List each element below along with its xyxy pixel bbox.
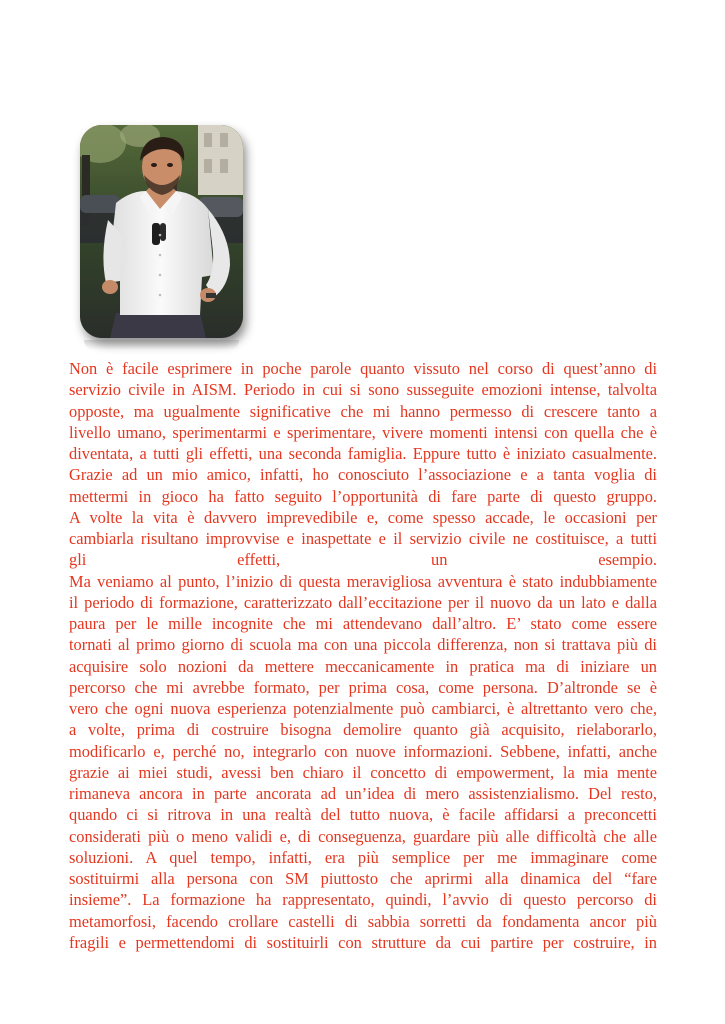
text-line: il periodo di formazione, caratterizzato dall’eccitazione per il nuovo da un lato e dalla [69, 592, 657, 612]
text-line: gli effetti, un esempio. [69, 550, 657, 570]
text-line: metamorfosi, facendo crollare castelli di sabbia sorretti da fondamenta ancor più [69, 911, 657, 931]
photo-reflection [84, 340, 239, 350]
text-line: servizio civile in AISM. Periodo in cui si sono susseguite emozioni intense, talvolta [69, 380, 657, 400]
text-line: sostituirmi alla persona con SM piuttosto che aprirmi alla dinamica del “fare [69, 869, 657, 888]
text-line: tornati al primo giorno di scuola ma con una piccola differenza, non si trattava più di [69, 635, 657, 655]
text-line: cambiarla risultano improvvise e inaspettate e il servizio civile ne costituisce, a tutti [69, 529, 657, 548]
paragraph [69, 358, 657, 953]
text-line: percorso che mi avrebbe formato, per prima cosa, come persona. D’altronde se è [69, 677, 657, 697]
text-line: mettermi in gioco ha fatto seguito l’opportunità di fare parte di questo gruppo. [69, 486, 657, 506]
text-line: Grazie ad un mio amico, infatti, ho conosciuto l’associazione e a tanta voglia di [69, 465, 657, 485]
text-line: insieme”. La formazione ha rappresentato, quindi, l’avvio di questo percorso di [69, 890, 657, 910]
text-line: livello umano, sperimentarmi e sperimentare, vivere momenti intensi con quella che è [69, 422, 657, 442]
text-line: considerati più o meno validi e, di conseguenza, guardare più alle difficoltà che alle [69, 826, 657, 846]
text-line: A volte la vita è davvero imprevedibile e, come spesso accade, le occasioni per [69, 507, 657, 527]
text-line: modificarlo e, perché no, integrarlo con nuove informazioni. Sebbene, infatti, anche [69, 741, 657, 761]
text-line: a volte, prima di costruire bisogna demolire quanto già acquisito, rielaborarlo, [69, 720, 657, 740]
text-line: rimaneva ancora in parte ancorata ad un’idea di mero assistenzialismo. Del resto, [69, 784, 657, 803]
text-line: quando ci si ritrova in una realtà del tutto nuova, è facile affidarsi a preconcetti [69, 805, 657, 825]
text-line: Ma veniamo al punto, l’inizio di questa meravigliosa avventura è stato indubbiamente [69, 571, 657, 591]
portrait-image [80, 125, 243, 338]
text-line: soluzioni. A quel tempo, infatti, era più semplice per me immaginare come [69, 847, 657, 867]
text-line: paura per le mille incognite che mi attendevano dall’altro. E’ stato come essere [69, 614, 657, 633]
text-line: grazie ai miei studi, avessi ben chiaro il concetto di empowerment, la mia mente [69, 762, 657, 782]
text-line: opposte, ma ugualmente significative che mi hanno permesso di crescere tanto a [69, 401, 657, 421]
text-line: fragili e permettendomi di sostituirli con strutture da cui partire per costruire, in [69, 932, 657, 952]
text-line: Non è facile esprimere in poche parole quanto vissuto nel corso di quest’anno di [69, 359, 657, 378]
text-line: vero che ogni nuova esperienza potenzialmente può cambiarci, è altrettanto vero che, [69, 699, 657, 718]
body-text [69, 358, 657, 953]
portrait-photo [80, 125, 243, 338]
text-line: diventata, a tutti gli effetti, una seconda famiglia. Eppure tutto è iniziato casualmente. [69, 444, 657, 463]
text-line: acquisire solo nozioni da mettere meccanicamente in pratica ma di iniziare un [69, 656, 657, 676]
